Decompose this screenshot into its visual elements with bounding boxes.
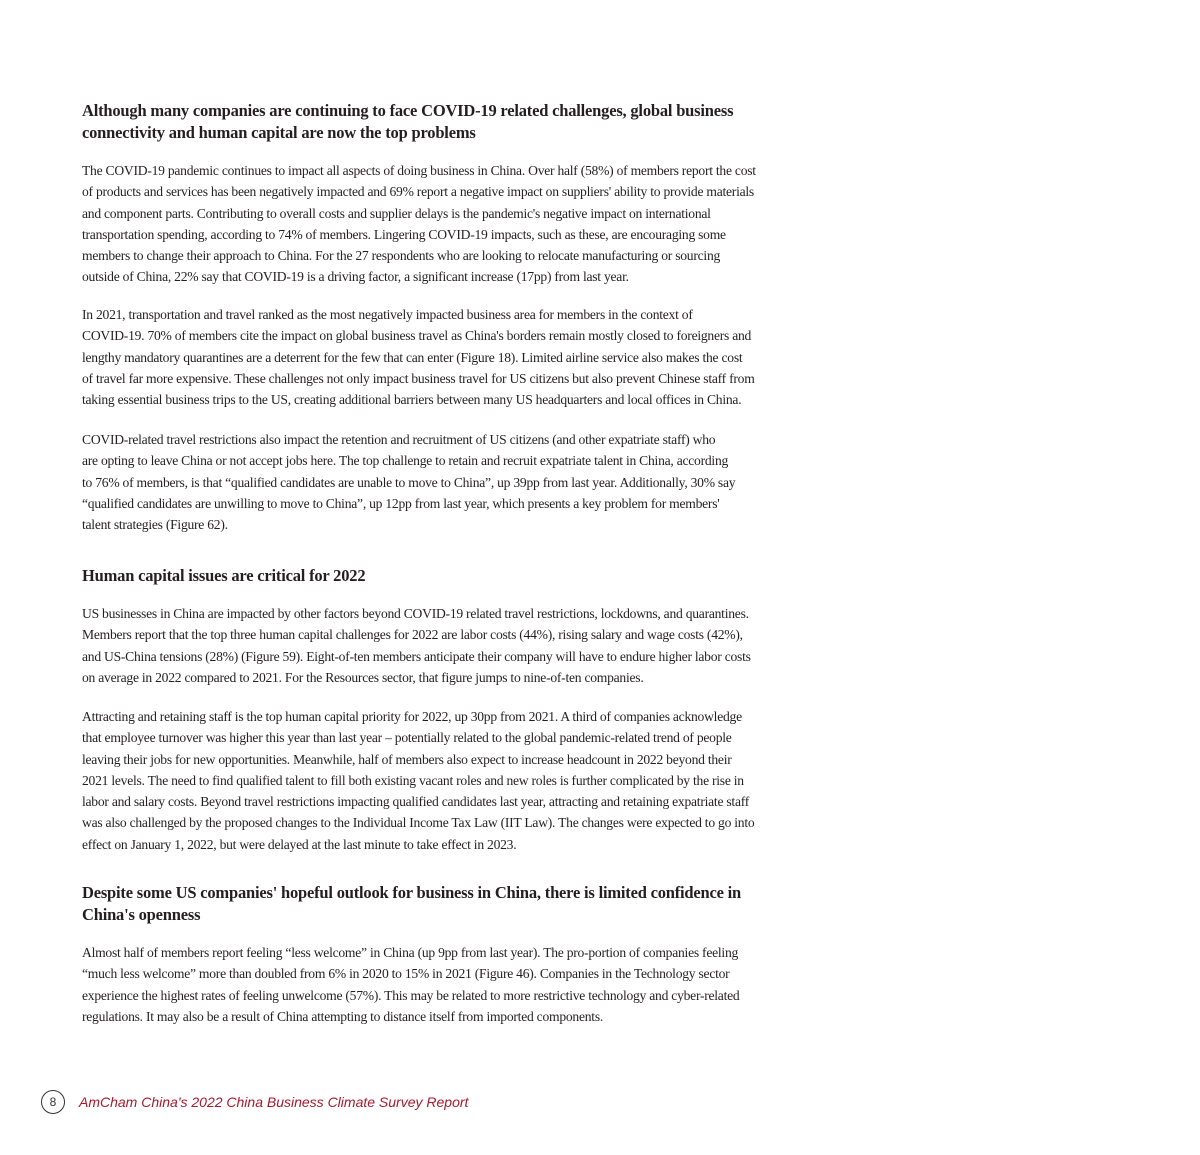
paragraph-line: outside of China, 22% say that COVID-19 is a driving factor, a significant increase (17pp) from last year. bbox=[82, 269, 629, 285]
paragraph-line: COVID-19. 70% of members cite the impact on global business travel as China's borders remain mostly closed to foreigners and bbox=[82, 328, 752, 344]
paragraph-line: US businesses in China are impacted by other factors beyond COVID-19 related travel restrictions, lockdowns, and quarantines. bbox=[82, 606, 749, 621]
paragraph-line: on average in 2022 compared to 2021. For the Resources sector, that figure jumps to nine-of-ten companies. bbox=[82, 669, 644, 685]
paragraph-line: of travel far more expensive. These challenges not only impact business travel for US citizens but also prevent Chinese staff from bbox=[82, 370, 755, 386]
heading-line: Human capital issues are critical for 2022 bbox=[82, 566, 366, 585]
section-heading bbox=[82, 100, 733, 143]
paragraph-line: In 2021, transportation and travel ranked as the most negatively impacted business area for members in the context of bbox=[82, 307, 693, 322]
heading-line: connectivity and human capital are now the top problems bbox=[82, 122, 476, 142]
body-paragraph bbox=[82, 603, 751, 688]
paragraph-line: 2021 levels. The need to find qualified talent to fill both existing vacant roles and new roles is further complicated by the rise in bbox=[82, 772, 744, 788]
paragraph-line: Members report that the top three human capital challenges for 2022 are labor costs (44%), rising salary and wage costs (42%), bbox=[82, 627, 743, 643]
paragraph-line: COVID-related travel restrictions also impact the retention and recruitment of US citizens (and other expatriate staff) who bbox=[82, 432, 716, 447]
body-paragraph bbox=[82, 304, 755, 410]
paragraph-line: experience the highest rates of feeling unwelcome (57%). This may be related to more restrictive technology and cyber-related bbox=[82, 987, 740, 1003]
paragraph-line: and US-China tensions (28%) (Figure 59). Eight-of-ten members anticipate their company will have to endure higher labor costs bbox=[82, 648, 751, 664]
body-paragraph bbox=[82, 942, 739, 1027]
paragraph-line: Almost half of members report feeling “less welcome” in China (up 9pp from last year). The pro-portion of companies feeling bbox=[82, 945, 739, 960]
paragraph-line: “qualified candidates are unwilling to move to China”, up 12pp from last year, which presents a key problem for members' bbox=[82, 495, 720, 511]
paragraph-line: taking essential business trips to the US, creating additional barriers between many US headquarters and local offices in China. bbox=[82, 392, 742, 408]
section-heading bbox=[82, 882, 741, 925]
paragraph-line: The COVID-19 pandemic continues to impact all aspects of doing business in China. Over half (58%) of members report the cost bbox=[82, 163, 756, 178]
body-paragraph bbox=[82, 160, 756, 288]
heading-line: China's openness bbox=[82, 904, 201, 924]
page-footer bbox=[41, 1090, 468, 1114]
heading-line: Despite some US companies' hopeful outlook for business in China, there is limited confidence in bbox=[82, 883, 742, 902]
paragraph-line: are opting to leave China or not accept jobs here. The top challenge to retain and recruit expatriate talent in China, according bbox=[82, 453, 729, 469]
paragraph-line: “much less welcome” more than doubled from 6% in 2020 to 15% in 2021 (Figure 46). Companies in the Technology sector bbox=[82, 966, 730, 982]
body-paragraph bbox=[82, 429, 735, 535]
paragraph-line: talent strategies (Figure 62). bbox=[82, 517, 228, 533]
paragraph-line: of products and services has been negatively impacted and 69% report a negative impact on suppliers' ability to provide materials bbox=[82, 184, 754, 200]
paragraph-line: leaving their jobs for new opportunities. Meanwhile, half of members also expect to increase headcount in 2022 beyond their bbox=[82, 751, 732, 767]
footer-report-title: AmCham China's 2022 China Business Climate Survey Report bbox=[79, 1094, 469, 1110]
paragraph-line: and component parts. Contributing to overall costs and supplier delays is the pandemic's negative impact on international bbox=[82, 205, 711, 221]
body-paragraph bbox=[82, 706, 754, 855]
paragraph-line: to 76% of members, is that “qualified candidates are unable to move to China”, up 39pp from last year. Additionally, 30% say bbox=[82, 474, 736, 490]
paragraph-line: Attracting and retaining staff is the top human capital priority for 2022, up 30pp from 2021. A third of companies acknowledge bbox=[82, 709, 742, 724]
page-number: 8 bbox=[41, 1090, 65, 1114]
paragraph-line: members to change their approach to China. For the 27 respondents who are looking to relocate manufacturing or sourcing bbox=[82, 248, 721, 264]
paragraph-line: regulations. It may also be a result of China attempting to distance itself from imported components. bbox=[82, 1008, 604, 1024]
section-heading bbox=[82, 565, 365, 587]
paragraph-line: lengthy mandatory quarantines are a deterrent for the few that can enter (Figure 18). Limited airline service also makes the cost bbox=[82, 349, 743, 365]
paragraph-line: was also challenged by the proposed changes to the Individual Income Tax Law (IIT Law). The changes were expected to go into bbox=[82, 815, 755, 831]
paragraph-line: transportation spending, according to 74% of members. Lingering COVID-19 impacts, such as these, are encouraging some bbox=[82, 226, 726, 242]
paragraph-line: that employee turnover was higher this year than last year – potentially related to the global pandemic-related trend of people bbox=[82, 730, 732, 746]
heading-line: Although many companies are continuing to face COVID-19 related challenges, global business bbox=[82, 101, 734, 120]
paragraph-line: labor and salary costs. Beyond travel restrictions impacting qualified candidates last year, attracting and retaining expatriate staff bbox=[82, 794, 750, 810]
paragraph-line: effect on January 1, 2022, but were delayed at the last minute to take effect in 2023. bbox=[82, 836, 517, 852]
